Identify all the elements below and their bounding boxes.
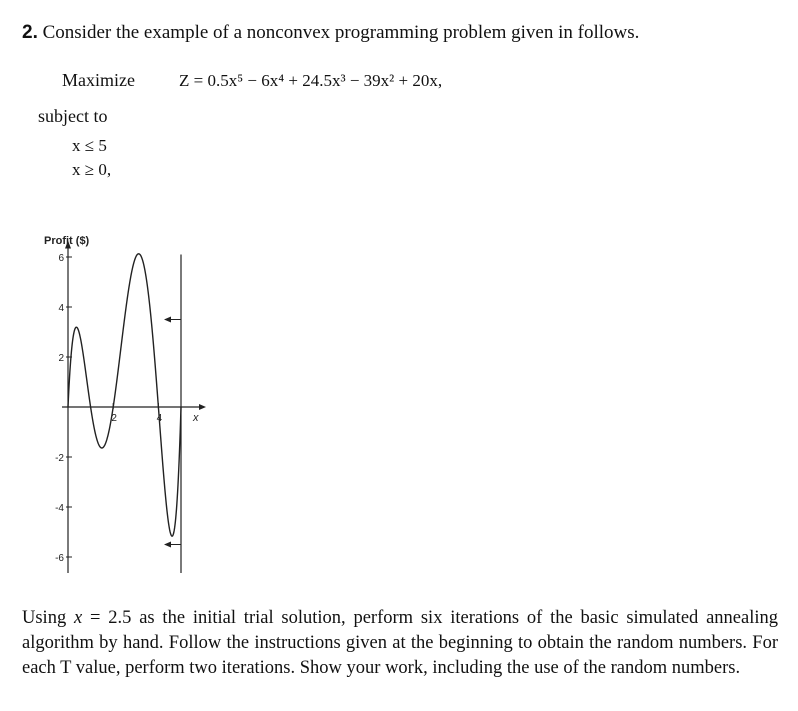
question-title [22, 22, 639, 44]
x-axis-label: x [193, 412, 199, 424]
maximize-label: Maximize [62, 70, 135, 90]
x-axis-arrowhead [199, 404, 206, 410]
x-tick-label: 4 [156, 413, 163, 424]
constraint-lower: x ≥ 0, [72, 160, 112, 179]
profit-graph [30, 228, 230, 573]
y-tick-label: -6 [55, 553, 64, 564]
feasible-direction-arrow [164, 317, 171, 323]
y-tick-label: 2 [58, 353, 64, 364]
y-tick-label: -4 [55, 503, 64, 514]
objective-function: Z = 0.5x⁵ − 6x⁴ + 24.5x³ − 39x² + 20x, [179, 71, 443, 90]
y-tick-label: 4 [58, 303, 64, 314]
constraint-upper: x ≤ 5 [72, 136, 107, 155]
profit-curve [68, 254, 181, 536]
question-number: 2. [22, 22, 38, 43]
feasible-direction-arrow [164, 542, 171, 548]
initial-variable: x [74, 608, 83, 628]
x-tick-label: 2 [111, 413, 117, 424]
instructions-paragraph: Using x = 2.5 as the initial trial solution, perform six iterations of the basic simulated annealing algorithm by hand. Follow the instructions given at the beginning to obtain the random numbers. For each T value, perform two iterations. Show your work, including the use of the random numbers. [22, 608, 778, 678]
question-intro: Consider the example of a nonconvex programming problem given in follows. [42, 22, 640, 43]
subject-to-label: subject to [38, 106, 108, 126]
y-axis-label: Profit ($) [44, 235, 90, 247]
y-tick-label: -2 [55, 453, 64, 464]
y-tick-label: 6 [58, 253, 64, 264]
